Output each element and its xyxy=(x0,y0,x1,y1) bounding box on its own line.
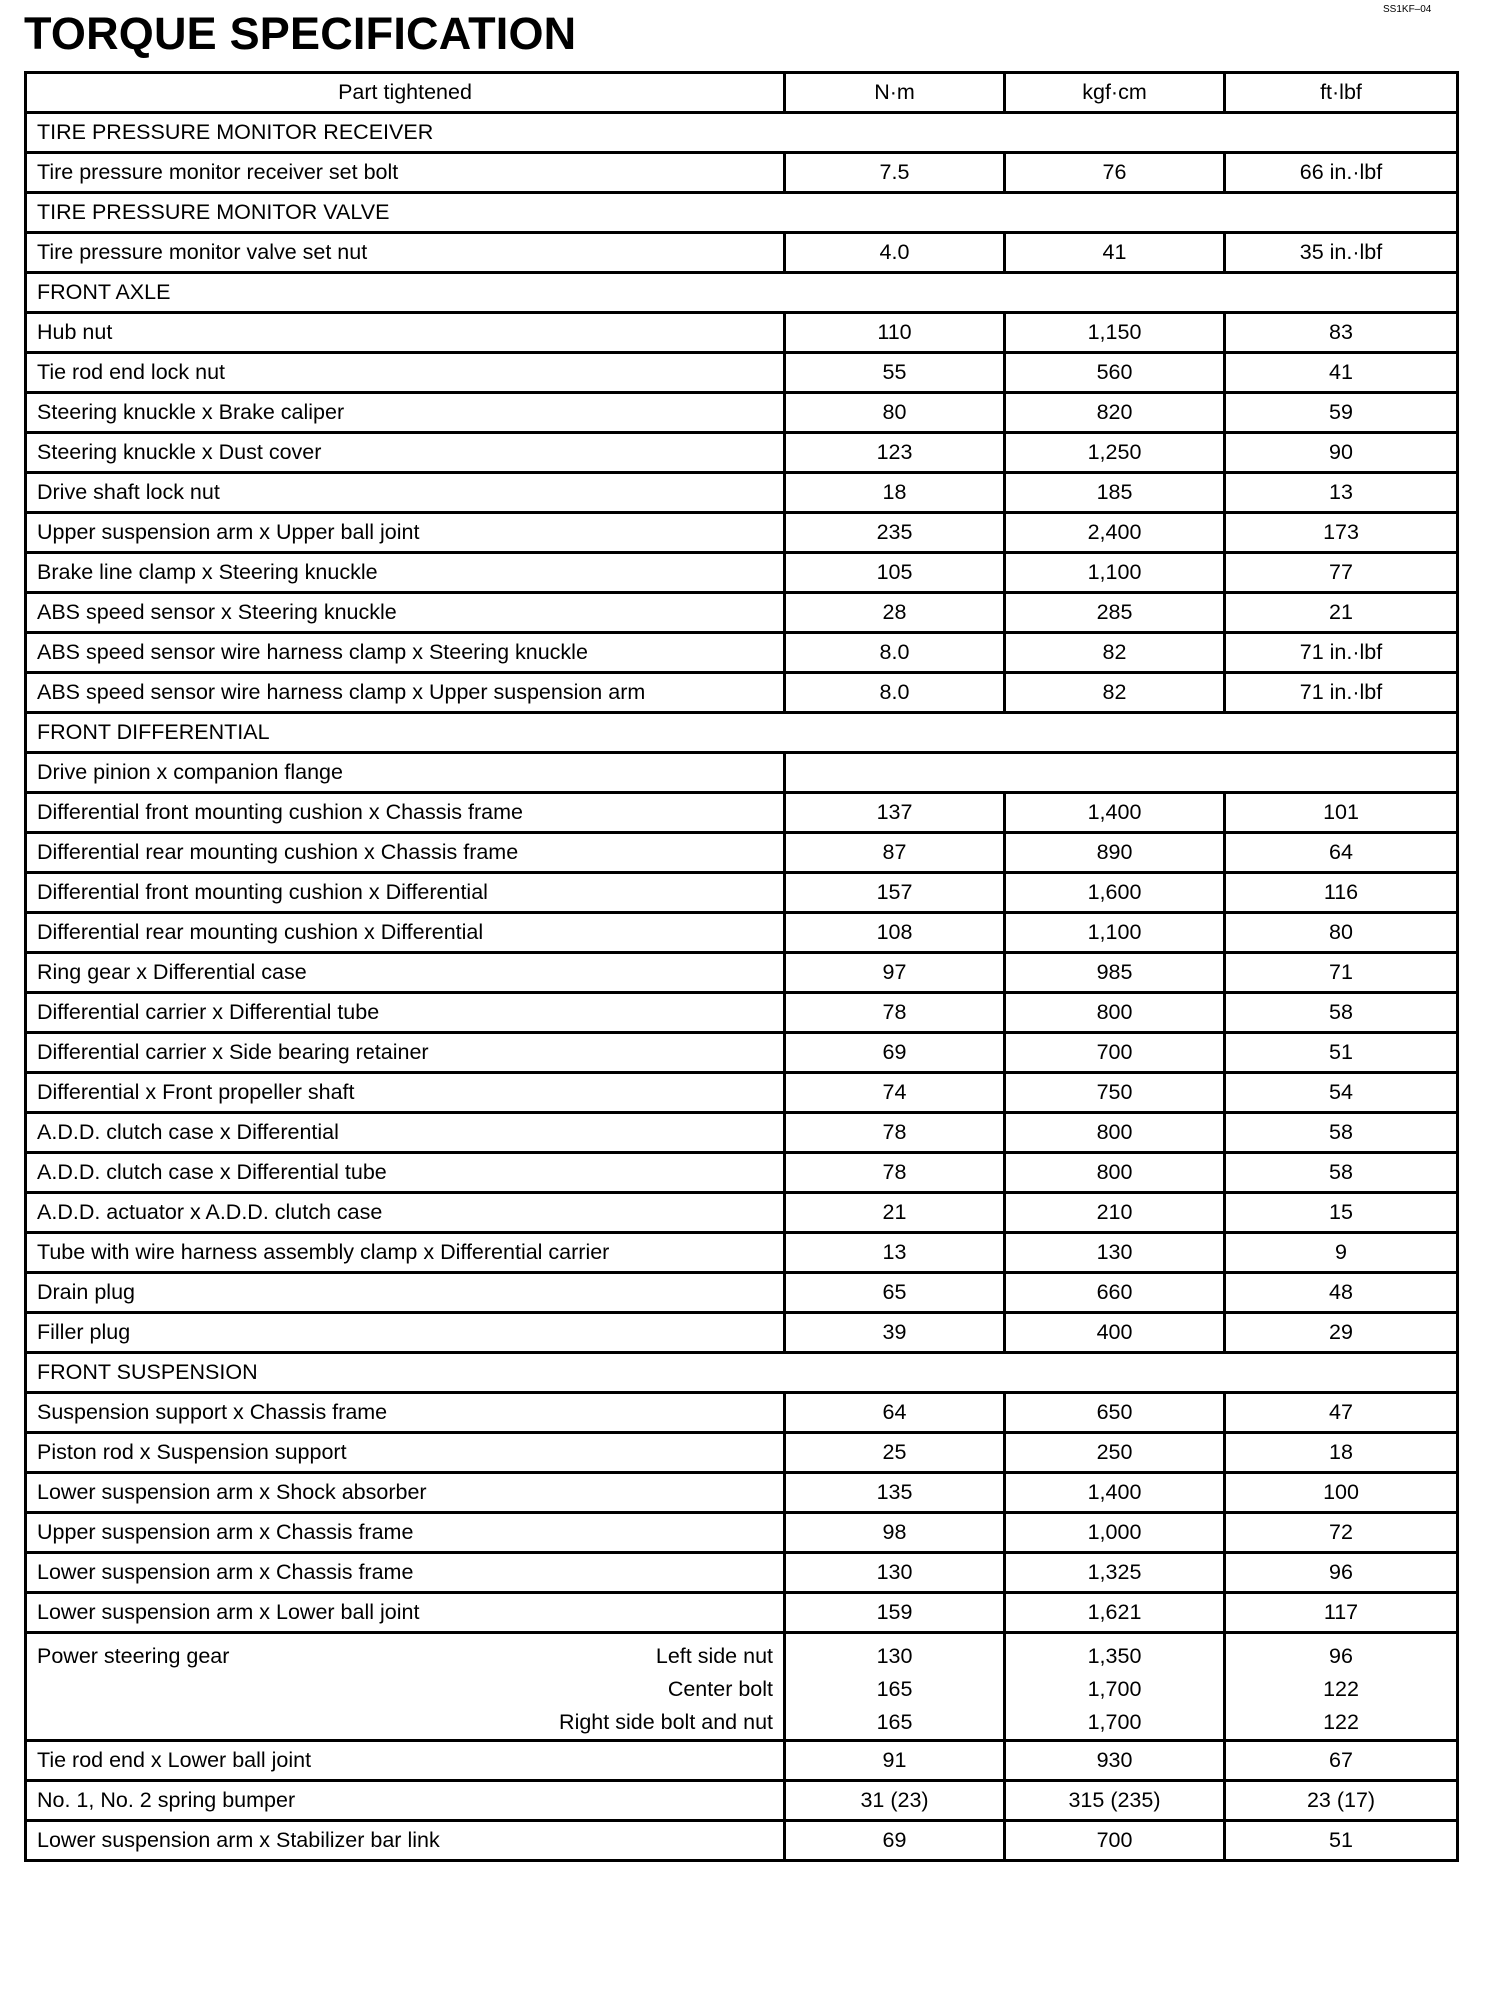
sub-part-label: Right side bolt and nut xyxy=(559,1710,773,1734)
kgf-cell: 750 xyxy=(1005,1073,1225,1113)
table-body xyxy=(26,113,1458,1861)
table-row xyxy=(26,753,1458,793)
kgf-cell: 76 xyxy=(1005,153,1225,193)
ftlbf-cell: 54 xyxy=(1225,1073,1458,1113)
part-cell xyxy=(26,1633,785,1741)
part-cell: Differential rear mounting cushion x Differential xyxy=(26,913,785,953)
table-row xyxy=(26,393,1458,433)
kgf-cell: 1,250 xyxy=(1005,433,1225,473)
sub-part-list xyxy=(559,1640,773,1739)
ftlbf-cell: 83 xyxy=(1225,313,1458,353)
section-row xyxy=(26,273,1458,313)
part-cell: Lower suspension arm x Chassis frame xyxy=(26,1553,785,1593)
sub-value: 165 xyxy=(876,1677,913,1701)
kgf-cell: 210 xyxy=(1005,1193,1225,1233)
ftlbf-cell: 58 xyxy=(1225,993,1458,1033)
part-cell: ABS speed sensor wire harness clamp x Steering knuckle xyxy=(26,633,785,673)
table-row xyxy=(26,1821,1458,1861)
section-title: FRONT DIFFERENTIAL xyxy=(26,713,1458,753)
ftlbf-cell xyxy=(1225,1633,1458,1741)
kgf-cell: 820 xyxy=(1005,393,1225,433)
sub-part-label: Left side nut xyxy=(655,1644,773,1668)
table-row xyxy=(26,1033,1458,1073)
table-row xyxy=(26,953,1458,993)
column-header-part: Part tightened xyxy=(26,73,785,113)
part-cell: Tire pressure monitor receiver set bolt xyxy=(26,153,785,193)
table-row xyxy=(26,1393,1458,1433)
kgf-cell: 930 xyxy=(1005,1741,1225,1781)
table-row xyxy=(26,593,1458,633)
kgf-cell: 400 xyxy=(1005,1313,1225,1353)
nm-cell: 123 xyxy=(785,433,1005,473)
kgf-cell: 560 xyxy=(1005,353,1225,393)
nm-cell: 8.0 xyxy=(785,633,1005,673)
kgf-cell: 1,100 xyxy=(1005,553,1225,593)
kgf-cell: 185 xyxy=(1005,473,1225,513)
table-row xyxy=(26,313,1458,353)
nm-cell: 28 xyxy=(785,593,1005,633)
part-cell: Steering knuckle x Dust cover xyxy=(26,433,785,473)
ftlbf-cell: 71 in.·lbf xyxy=(1225,633,1458,673)
nm-cell: 21 xyxy=(785,1193,1005,1233)
ftlbf-cell: 64 xyxy=(1225,833,1458,873)
part-cell: A.D.D. clutch case x Differential tube xyxy=(26,1153,785,1193)
section-row xyxy=(26,713,1458,753)
kgf-cell: 82 xyxy=(1005,673,1225,713)
table-row xyxy=(26,1473,1458,1513)
value-list xyxy=(1006,1640,1223,1739)
table-row xyxy=(26,1313,1458,1353)
part-cell: Drive shaft lock nut xyxy=(26,473,785,513)
section-title: TIRE PRESSURE MONITOR VALVE xyxy=(26,193,1458,233)
kgf-cell: 41 xyxy=(1005,233,1225,273)
part-cell: Differential carrier x Side bearing retainer xyxy=(26,1033,785,1073)
column-header-kgf: kgf·cm xyxy=(1005,73,1225,113)
kgf-cell: 1,621 xyxy=(1005,1593,1225,1633)
table-row xyxy=(26,1193,1458,1233)
kgf-cell: 2,400 xyxy=(1005,513,1225,553)
part-cell: Upper suspension arm x Chassis frame xyxy=(26,1513,785,1553)
sub-value: 130 xyxy=(876,1644,913,1668)
part-cell: Lower suspension arm x Lower ball joint xyxy=(26,1593,785,1633)
ftlbf-cell: 59 xyxy=(1225,393,1458,433)
kgf-cell: 285 xyxy=(1005,593,1225,633)
table-row xyxy=(26,433,1458,473)
part-cell: ABS speed sensor wire harness clamp x Upper suspension arm xyxy=(26,673,785,713)
table-row xyxy=(26,153,1458,193)
ftlbf-cell: 47 xyxy=(1225,1393,1458,1433)
kgf-cell: 650 xyxy=(1005,1393,1225,1433)
table-row xyxy=(26,1741,1458,1781)
part-cell: Filler plug xyxy=(26,1313,785,1353)
ftlbf-cell: 13 xyxy=(1225,473,1458,513)
nm-cell: 55 xyxy=(785,353,1005,393)
section-title: TIRE PRESSURE MONITOR RECEIVER xyxy=(26,113,1458,153)
table-row xyxy=(26,633,1458,673)
section-title: FRONT AXLE xyxy=(26,273,1458,313)
sub-value: 122 xyxy=(1323,1710,1359,1734)
nm-cell: 69 xyxy=(785,1033,1005,1073)
part-cell: Drain plug xyxy=(26,1273,785,1313)
ftlbf-cell: 80 xyxy=(1225,913,1458,953)
nm-cell: 130 xyxy=(785,1553,1005,1593)
nm-cell: 91 xyxy=(785,1741,1005,1781)
ftlbf-cell: 101 xyxy=(1225,793,1458,833)
ftlbf-cell: 51 xyxy=(1225,1033,1458,1073)
kgf-cell: 800 xyxy=(1005,1153,1225,1193)
nm-cell: 31 (23) xyxy=(785,1781,1005,1821)
sub-value: 122 xyxy=(1323,1677,1359,1701)
kgf-cell: 1,100 xyxy=(1005,913,1225,953)
column-header-nm: N·m xyxy=(785,73,1005,113)
ftlbf-cell: 96 xyxy=(1225,1553,1458,1593)
section-row xyxy=(26,113,1458,153)
sub-value: 1,350 xyxy=(1087,1644,1142,1668)
table-row xyxy=(26,913,1458,953)
kgf-cell: 1,325 xyxy=(1005,1553,1225,1593)
sub-value: 165 xyxy=(876,1710,913,1734)
ftlbf-cell: 67 xyxy=(1225,1741,1458,1781)
part-cell: Drive pinion x companion flange xyxy=(26,753,785,793)
kgf-cell: 1,400 xyxy=(1005,793,1225,833)
nm-cell: 8.0 xyxy=(785,673,1005,713)
part-cell: Differential front mounting cushion x Chassis frame xyxy=(26,793,785,833)
part-cell: ABS speed sensor x Steering knuckle xyxy=(26,593,785,633)
part-cell: A.D.D. actuator x A.D.D. clutch case xyxy=(26,1193,785,1233)
part-cell: Lower suspension arm x Shock absorber xyxy=(26,1473,785,1513)
nm-cell: 39 xyxy=(785,1313,1005,1353)
part-cell: Brake line clamp x Steering knuckle xyxy=(26,553,785,593)
ftlbf-cell: 100 xyxy=(1225,1473,1458,1513)
sub-value: 1,700 xyxy=(1087,1677,1142,1701)
ftlbf-cell: 66 in.·lbf xyxy=(1225,153,1458,193)
kgf-cell: 130 xyxy=(1005,1233,1225,1273)
ftlbf-cell: 58 xyxy=(1225,1113,1458,1153)
nm-cell xyxy=(785,1633,1005,1741)
section-title: FRONT SUSPENSION xyxy=(26,1353,1458,1393)
document-code: SS1KF–04 xyxy=(1383,4,1432,15)
ftlbf-cell: 35 in.·lbf xyxy=(1225,233,1458,273)
nm-cell: 78 xyxy=(785,1153,1005,1193)
ftlbf-cell: 117 xyxy=(1225,1593,1458,1633)
section-row xyxy=(26,1353,1458,1393)
part-cell: Upper suspension arm x Upper ball joint xyxy=(26,513,785,553)
ftlbf-cell: 116 xyxy=(1225,873,1458,913)
ftlbf-cell: 71 xyxy=(1225,953,1458,993)
part-cell: Tube with wire harness assembly clamp x Differential carrier xyxy=(26,1233,785,1273)
empty-value-cell xyxy=(785,753,1458,793)
part-cell: Differential front mounting cushion x Differential xyxy=(26,873,785,913)
ftlbf-cell: 90 xyxy=(1225,433,1458,473)
table-row xyxy=(26,873,1458,913)
table-row xyxy=(26,1153,1458,1193)
ftlbf-cell: 77 xyxy=(1225,553,1458,593)
nm-cell: 64 xyxy=(785,1393,1005,1433)
ftlbf-cell: 41 xyxy=(1225,353,1458,393)
kgf-cell: 700 xyxy=(1005,1821,1225,1861)
value-list xyxy=(1226,1640,1456,1739)
table-row xyxy=(26,233,1458,273)
table-row xyxy=(26,673,1458,713)
ftlbf-cell: 173 xyxy=(1225,513,1458,553)
table-row xyxy=(26,833,1458,873)
part-cell: Lower suspension arm x Stabilizer bar link xyxy=(26,1821,785,1861)
table-row xyxy=(26,1113,1458,1153)
ftlbf-cell: 29 xyxy=(1225,1313,1458,1353)
part-cell: Steering knuckle x Brake caliper xyxy=(26,393,785,433)
part-name: Power steering gear xyxy=(37,1644,230,1668)
table-row xyxy=(26,353,1458,393)
nm-cell: 65 xyxy=(785,1273,1005,1313)
ftlbf-cell: 21 xyxy=(1225,593,1458,633)
part-cell: Suspension support x Chassis frame xyxy=(26,1393,785,1433)
part-group xyxy=(37,1645,783,1739)
nm-cell: 87 xyxy=(785,833,1005,873)
sub-part-label: Center bolt xyxy=(667,1677,773,1701)
part-cell: Differential rear mounting cushion x Chassis frame xyxy=(26,833,785,873)
table-row xyxy=(26,993,1458,1033)
nm-cell: 110 xyxy=(785,313,1005,353)
nm-cell: 18 xyxy=(785,473,1005,513)
nm-cell: 135 xyxy=(785,1473,1005,1513)
ftlbf-cell: 58 xyxy=(1225,1153,1458,1193)
kgf-cell: 250 xyxy=(1005,1433,1225,1473)
kgf-cell: 1,150 xyxy=(1005,313,1225,353)
table-header-row xyxy=(26,73,1458,113)
table-row xyxy=(26,1781,1458,1821)
part-cell: Differential x Front propeller shaft xyxy=(26,1073,785,1113)
table-row xyxy=(26,793,1458,833)
table-row xyxy=(26,1233,1458,1273)
part-cell: Tie rod end lock nut xyxy=(26,353,785,393)
value-list xyxy=(786,1640,1003,1739)
page-title: TORQUE SPECIFICATION xyxy=(24,8,577,59)
nm-cell: 78 xyxy=(785,1113,1005,1153)
kgf-cell: 1,000 xyxy=(1005,1513,1225,1553)
nm-cell: 97 xyxy=(785,953,1005,993)
nm-cell: 7.5 xyxy=(785,153,1005,193)
torque-spec-table xyxy=(24,71,1459,1862)
table-row xyxy=(26,1433,1458,1473)
ftlbf-cell: 9 xyxy=(1225,1233,1458,1273)
part-cell: Tie rod end x Lower ball joint xyxy=(26,1741,785,1781)
table-row xyxy=(26,1593,1458,1633)
nm-cell: 108 xyxy=(785,913,1005,953)
ftlbf-cell: 71 in.·lbf xyxy=(1225,673,1458,713)
kgf-cell xyxy=(1005,1633,1225,1741)
kgf-cell: 1,400 xyxy=(1005,1473,1225,1513)
nm-cell: 25 xyxy=(785,1433,1005,1473)
kgf-cell: 82 xyxy=(1005,633,1225,673)
part-cell: A.D.D. clutch case x Differential xyxy=(26,1113,785,1153)
nm-cell: 4.0 xyxy=(785,233,1005,273)
nm-cell: 137 xyxy=(785,793,1005,833)
nm-cell: 105 xyxy=(785,553,1005,593)
nm-cell: 69 xyxy=(785,1821,1005,1861)
table-row xyxy=(26,1633,1458,1741)
kgf-cell: 660 xyxy=(1005,1273,1225,1313)
kgf-cell: 315 (235) xyxy=(1005,1781,1225,1821)
kgf-cell: 800 xyxy=(1005,993,1225,1033)
sub-value: 96 xyxy=(1329,1644,1353,1668)
table-row xyxy=(26,553,1458,593)
kgf-cell: 700 xyxy=(1005,1033,1225,1073)
kgf-cell: 890 xyxy=(1005,833,1225,873)
table-row xyxy=(26,1553,1458,1593)
sub-value: 1,700 xyxy=(1087,1710,1142,1734)
kgf-cell: 1,600 xyxy=(1005,873,1225,913)
ftlbf-cell: 51 xyxy=(1225,1821,1458,1861)
part-cell: Differential carrier x Differential tube xyxy=(26,993,785,1033)
table-row xyxy=(26,1073,1458,1113)
nm-cell: 74 xyxy=(785,1073,1005,1113)
nm-cell: 159 xyxy=(785,1593,1005,1633)
nm-cell: 80 xyxy=(785,393,1005,433)
nm-cell: 157 xyxy=(785,873,1005,913)
nm-cell: 13 xyxy=(785,1233,1005,1273)
section-row xyxy=(26,193,1458,233)
nm-cell: 78 xyxy=(785,993,1005,1033)
table-row xyxy=(26,473,1458,513)
kgf-cell: 800 xyxy=(1005,1113,1225,1153)
ftlbf-cell: 15 xyxy=(1225,1193,1458,1233)
table-row xyxy=(26,1513,1458,1553)
table-row xyxy=(26,513,1458,553)
ftlbf-cell: 48 xyxy=(1225,1273,1458,1313)
part-cell: Tire pressure monitor valve set nut xyxy=(26,233,785,273)
part-cell: Piston rod x Suspension support xyxy=(26,1433,785,1473)
part-cell: Ring gear x Differential case xyxy=(26,953,785,993)
part-cell: No. 1, No. 2 spring bumper xyxy=(26,1781,785,1821)
ftlbf-cell: 23 (17) xyxy=(1225,1781,1458,1821)
table-row xyxy=(26,1273,1458,1313)
nm-cell: 235 xyxy=(785,513,1005,553)
nm-cell: 98 xyxy=(785,1513,1005,1553)
column-header-ftlbf: ft·lbf xyxy=(1225,73,1458,113)
ftlbf-cell: 18 xyxy=(1225,1433,1458,1473)
kgf-cell: 985 xyxy=(1005,953,1225,993)
ftlbf-cell: 72 xyxy=(1225,1513,1458,1553)
part-cell: Hub nut xyxy=(26,313,785,353)
